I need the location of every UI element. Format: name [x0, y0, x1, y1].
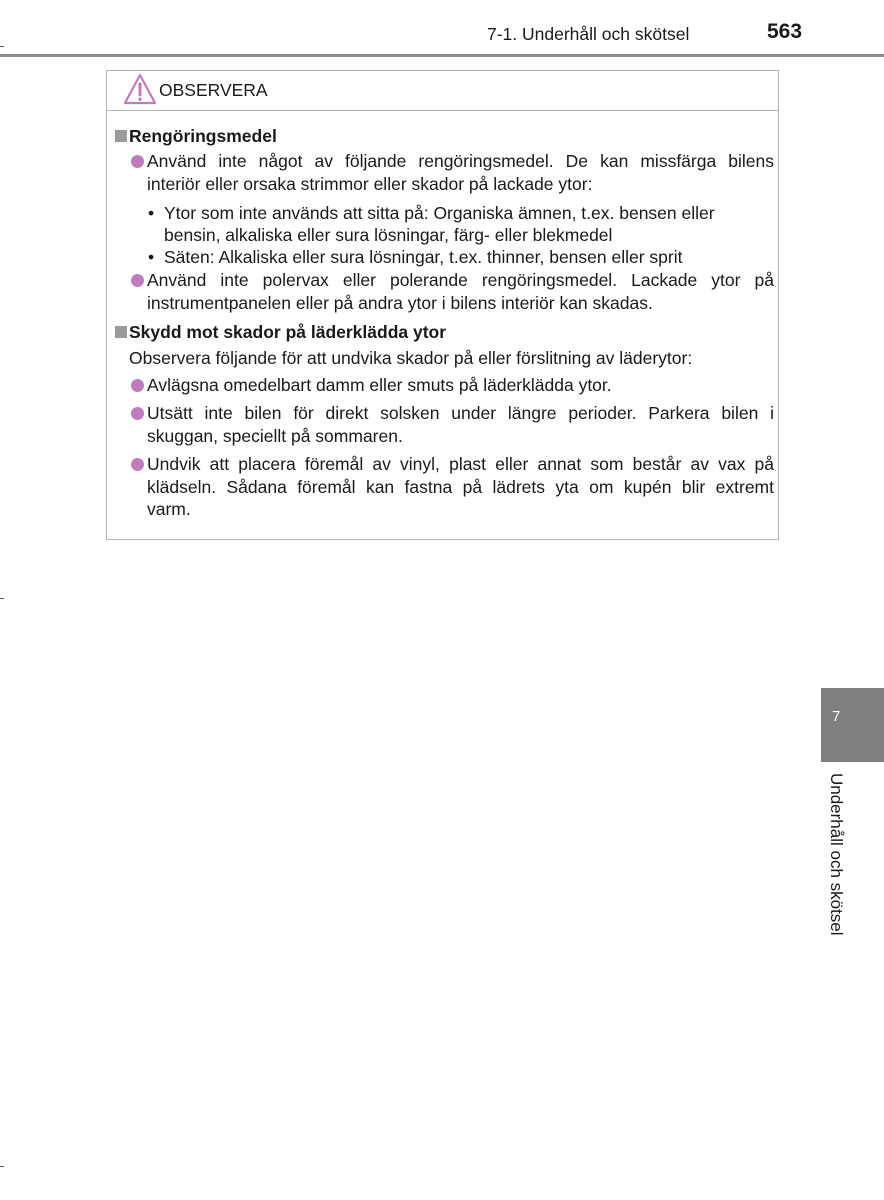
circle-bullet: [131, 407, 144, 420]
chapter-number: 7: [832, 708, 841, 725]
dot-bullet: •: [148, 247, 155, 267]
list-item: [147, 269, 774, 314]
list-item-line: skuggan, speciellt på sommaren.: [147, 425, 403, 446]
crop-mark: [0, 598, 4, 599]
section-title: 7-1. Underhåll och skötsel: [487, 24, 690, 44]
list-item: [147, 402, 774, 447]
circle-bullet: [131, 379, 144, 392]
list-item: [147, 453, 774, 521]
dot-bullet: •: [148, 203, 155, 223]
list-item-line: Avlägsna omedelbart damm eller smuts på läderklädda ytor.: [147, 375, 612, 395]
section-intro: Observera följande för att undvika skador på eller förslitning av läderytor:: [129, 348, 693, 368]
circle-bullet: [131, 274, 144, 287]
circle-bullet: [131, 155, 144, 168]
section-heading-cleaning-agents: Rengöringsmedel: [129, 126, 277, 146]
caution-title: OBSERVERA: [159, 80, 268, 100]
caution-box: [106, 70, 779, 540]
list-item-line: Utsätt inte bilen för direkt solsken under längre perioder. Parkera bilen i: [147, 403, 774, 423]
chapter-tab: [821, 688, 884, 762]
crop-mark: [0, 46, 4, 47]
crop-mark: [0, 1166, 4, 1167]
chapter-label: Underhåll och skötsel: [827, 773, 846, 936]
section-square-bullet: [115, 326, 127, 338]
list-item-line: instrumentpanelen eller på andra ytor i bilens interiör kan skadas.: [147, 292, 653, 313]
page-number: 563: [767, 20, 803, 43]
list-item-line: Undvik att placera föremål av vinyl, plast eller annat som består av vax på: [147, 454, 774, 474]
list-item-line: klädseln. Sådana föremål kan fastna på lädrets yta om kupén blir extremt: [147, 476, 774, 497]
list-item-line: varm.: [147, 499, 191, 519]
list-item-line: Använd inte något av följande rengöringsmedel. De kan missfärga bilens: [147, 151, 774, 171]
caution-content: [107, 71, 778, 539]
header-rule: [0, 54, 884, 57]
circle-bullet: [131, 458, 144, 471]
section-square-bullet: [115, 130, 127, 142]
list-item-line: interiör eller orsaka strimmor eller skador på lackade ytor:: [147, 173, 593, 194]
sub-item-line: bensin, alkaliska eller sura lösningar, färg- eller blekmedel: [164, 225, 613, 245]
sub-item-line: Ytor som inte används att sitta på: Organiska ämnen, t.ex. bensen eller: [164, 203, 715, 223]
list-item: [147, 150, 774, 195]
list-item-line: Använd inte polervax eller polerande rengöringsmedel. Lackade ytor på: [147, 270, 774, 290]
section-heading-leather-protection: Skydd mot skador på läderklädda ytor: [129, 322, 447, 342]
sub-item-line: Säten: Alkaliska eller sura lösningar, t.ex. thinner, bensen eller sprit: [164, 247, 683, 267]
